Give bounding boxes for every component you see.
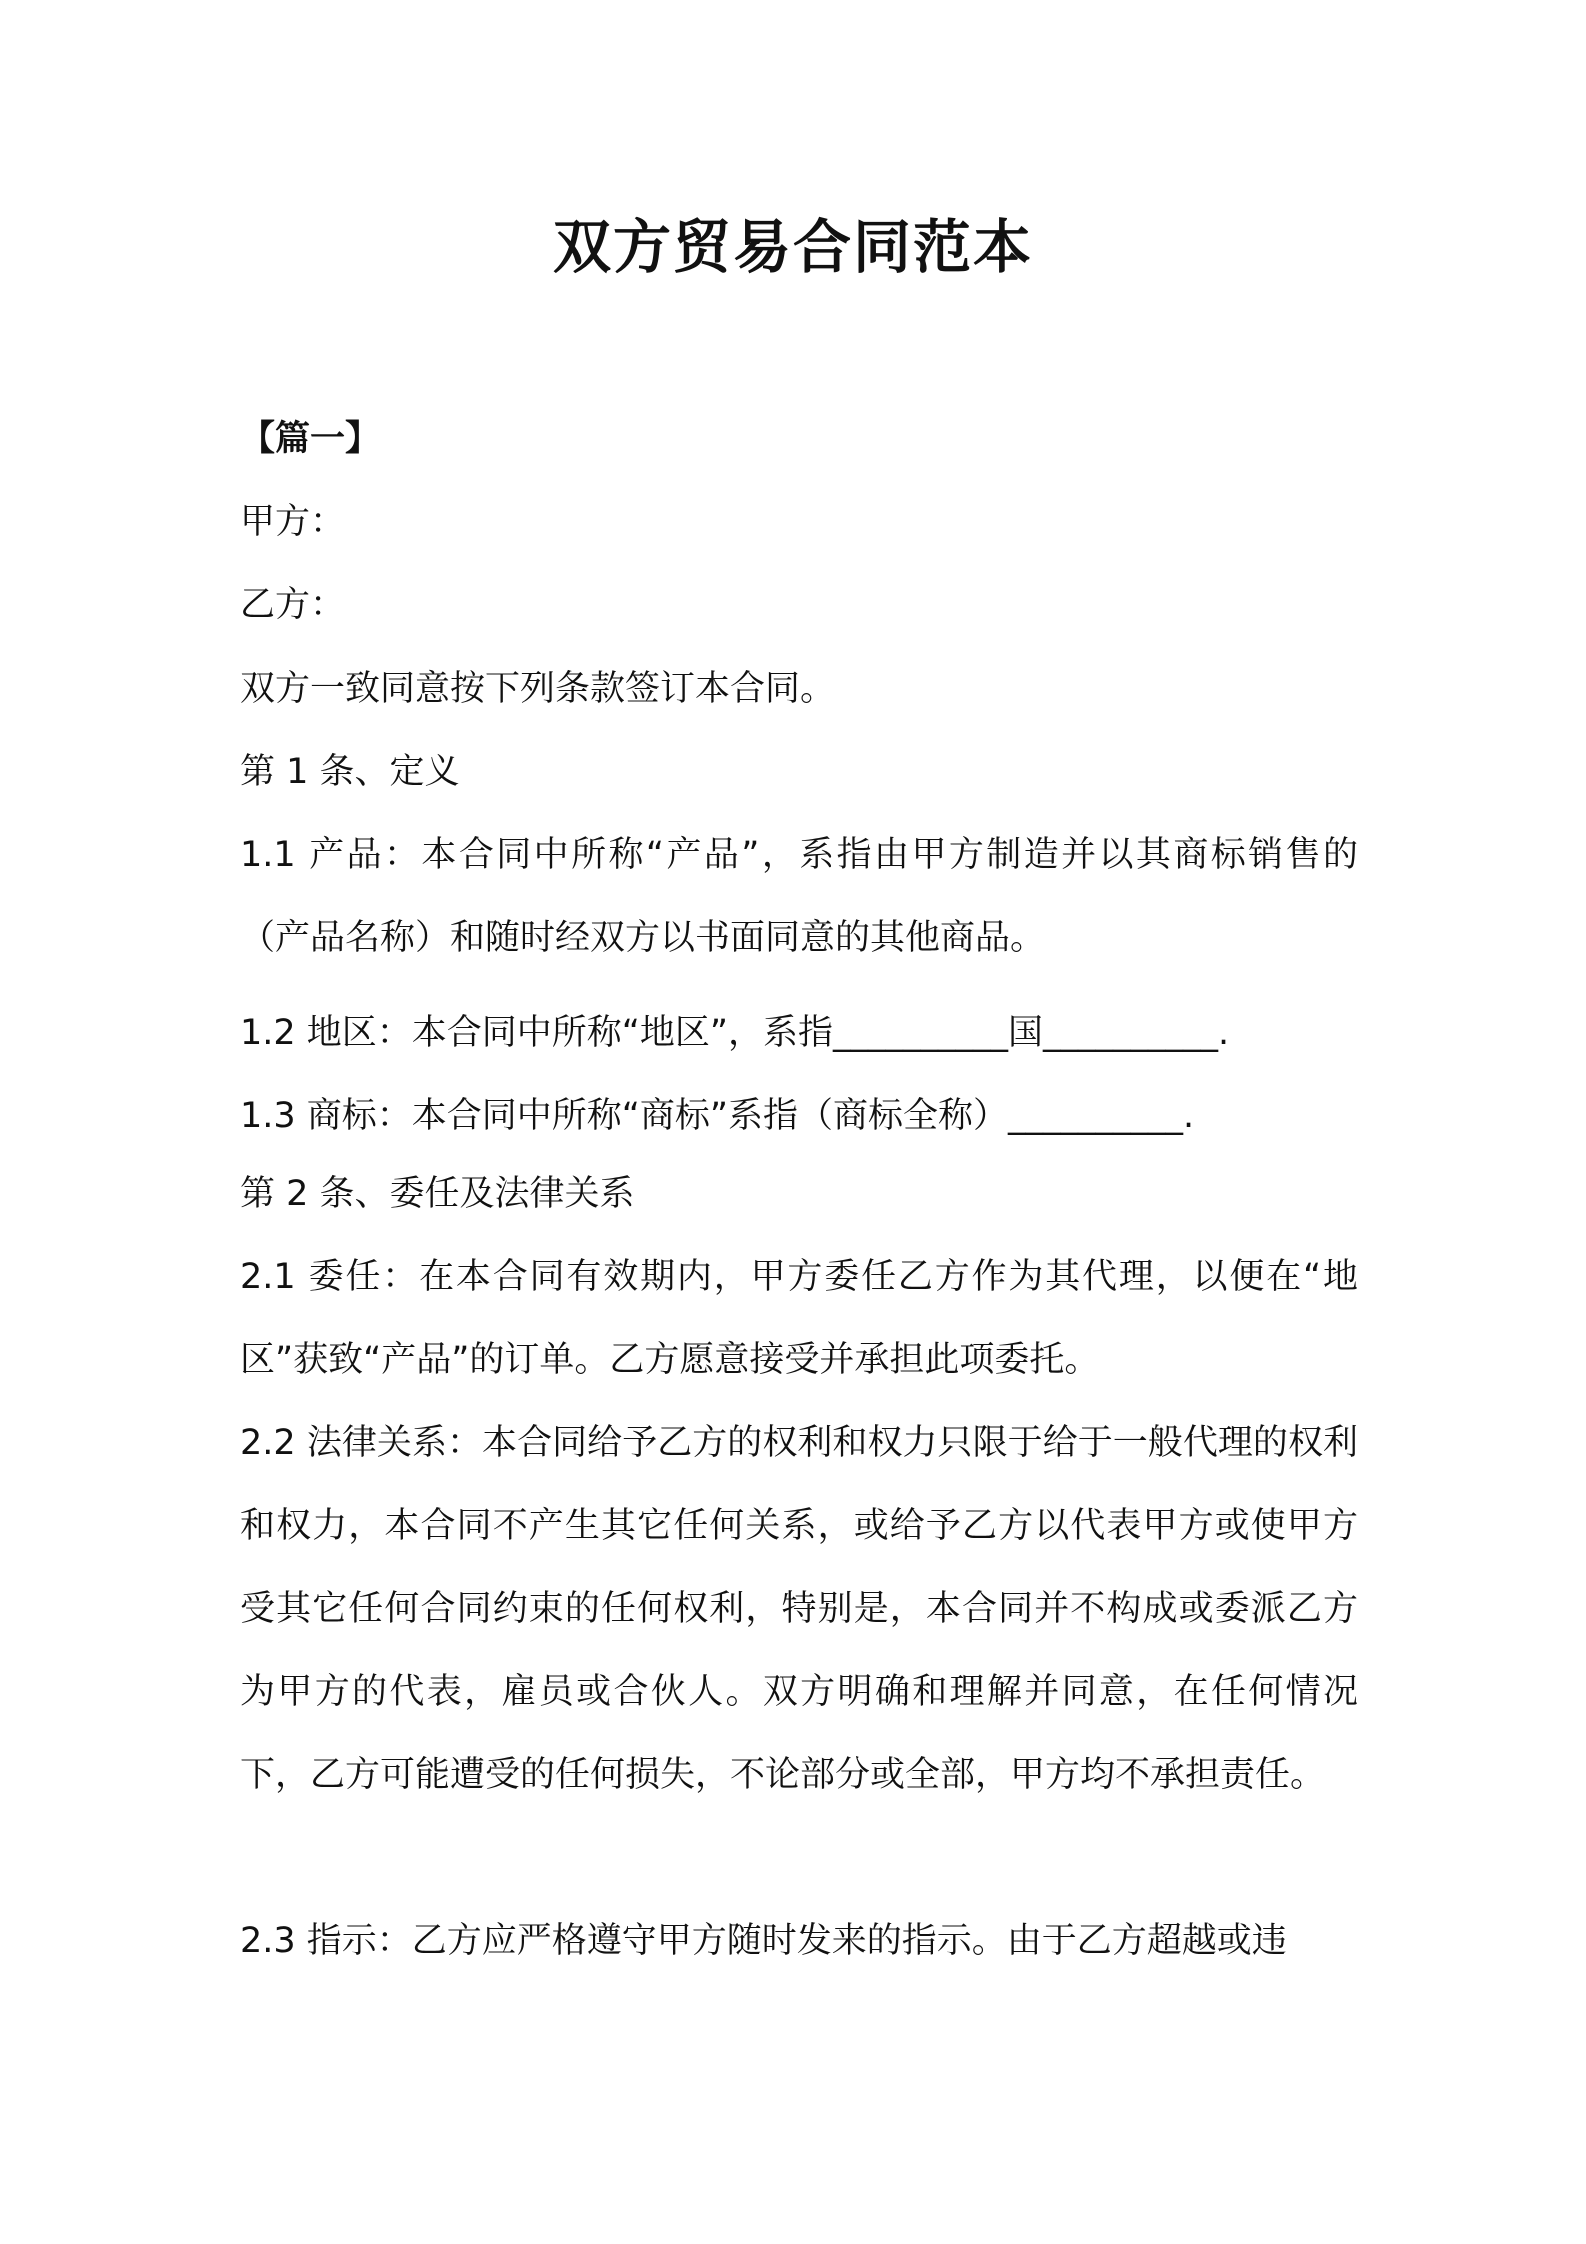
clause-2-3: 2.3 指示：乙方应严格遵守甲方随时发来的指示。由于乙方超越或违 — [240, 1921, 1287, 1961]
article-2-heading: 第 2 条、委任及法律关系 — [240, 1174, 635, 1214]
clause-1-3: 1.3 商标：本合同中所称“商标”系指（商标全称）__________. — [240, 1096, 1195, 1136]
clause-1-1: 1.1 产品：本合同中所称“产品”，系指由甲方制造并以其商标销售的（产品名称）和随时经双方以书面同意的其他商品。 — [240, 835, 1358, 958]
page-title: 双方贸易合同范本 — [552, 213, 1033, 281]
party-b-label: 乙方： — [240, 585, 346, 625]
article-1-heading: 第 1 条、定义 — [240, 752, 460, 792]
clause-2-1: 2.1 委任：在本合同有效期内，甲方委任乙方作为其代理，以便在“地区”获致“产品”的订单。乙方愿意接受并承担此项委托。 — [240, 1257, 1358, 1380]
clause-1-2: 1.2 地区：本合同中所称“地区”，系指__________国__________. — [240, 1013, 1230, 1053]
section-label: 【篇一】 — [240, 419, 381, 459]
intro-paragraph: 双方一致同意按下列条款签订本合同。 — [240, 669, 836, 709]
party-a-label: 甲方： — [240, 502, 346, 542]
clause-2-2: 2.2 法律关系：本合同给予乙方的权利和权力只限于给于一般代理的权利和权力，本合同不产生其它任何关系，或给予乙方以代表甲方或使甲方受其它任何合同约束的任何权利，特别是，本合同并不构成或委派乙方为甲方的代表，雇员或合伙人。双方明确和理解并同意，在任何情况下，乙方可能遭受的任何损失，不论部分或全部，甲方均不承担责任。 — [240, 1423, 1358, 1795]
